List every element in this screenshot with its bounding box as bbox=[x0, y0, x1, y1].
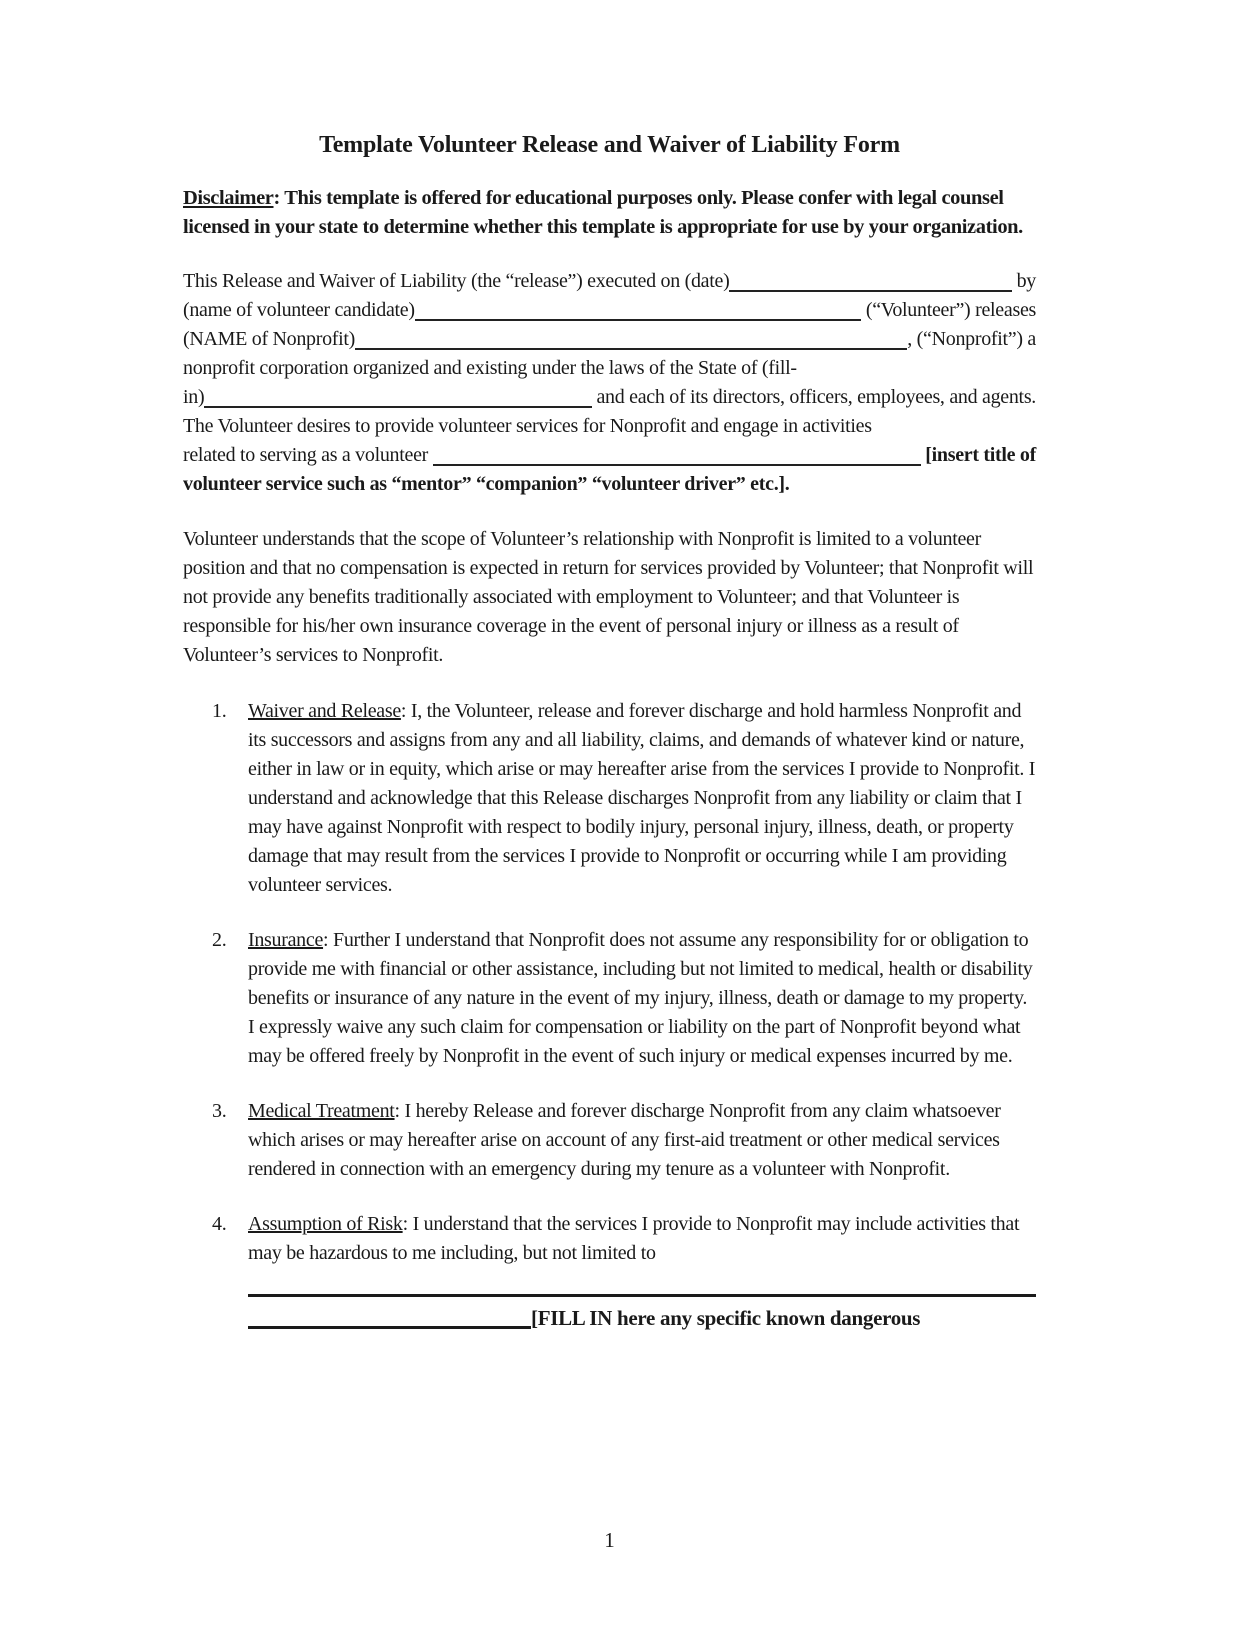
text-line bbox=[183, 441, 1036, 470]
intro-paragraph bbox=[183, 267, 1036, 499]
fill-in-row bbox=[248, 1304, 1036, 1333]
text-run: Disclaimer bbox=[183, 187, 274, 209]
text-run: , (“Nonprofit”) a bbox=[907, 328, 1036, 350]
page-number: 1 bbox=[604, 1528, 615, 1552]
page-title: Template Volunteer Release and Waiver of Liability Form bbox=[319, 132, 900, 158]
text-run: (name of volunteer candidate) bbox=[183, 299, 415, 321]
text-run: in) bbox=[183, 386, 205, 408]
text-run: : I hereby Release and forever discharge Nonprofit from any claim whatsoever which arises or may hereafter arise on account of any first-aid treatment or other medical services rendered in connection with an emergency during my tenure as a volunteer with Nonprofit. bbox=[248, 1100, 1001, 1180]
text-run: This Release and Waiver of Liability (the “release”) executed on (date) bbox=[183, 270, 730, 292]
list-item-text bbox=[248, 1210, 1036, 1268]
text-run: : I understand that the services I provide to Nonprofit may include activities that may be hazardous to me including, but not limited to bbox=[248, 1213, 1020, 1264]
list-item-number: 2. bbox=[212, 929, 227, 951]
list-item-number: 3. bbox=[212, 1100, 227, 1122]
text-run: and each of its directors, officers, employees, and agents. bbox=[591, 386, 1036, 408]
text-run: by bbox=[1011, 270, 1036, 292]
text-line bbox=[183, 296, 1036, 325]
text-run: (“Volunteer”) releases bbox=[861, 299, 1036, 321]
text-run: : I, the Volunteer, release and forever discharge and hold harmless Nonprofit and its successors and assigns from any and all liability, claims, and demands of whatever kind or nature, either in law or in equity, which arise or may hereafter arise from the services I provide to Nonprofit. I understand and acknowledge that this Release discharges Nonprofit from any liability or claim that I may have against Nonprofit with respect to bodily injury, personal injury, illness, death, or property damage that may result from the services I provide to Nonprofit or occurring while I am providing volunteer services. bbox=[248, 700, 1036, 896]
text-line bbox=[183, 412, 1036, 441]
text-run: : This template is offered for educational purposes only. Please confer with legal counsel licensed in your state to determine whether this template is appropriate for use by your organization. bbox=[183, 187, 1023, 238]
list-item-text bbox=[248, 697, 1036, 900]
fill-in-blank bbox=[433, 441, 921, 466]
list-item bbox=[183, 697, 1036, 900]
text-line bbox=[183, 325, 1036, 354]
list-item-heading: Assumption of Risk bbox=[248, 1213, 403, 1235]
list-item-number: 1. bbox=[212, 700, 227, 722]
fill-in-blank bbox=[415, 296, 861, 321]
fill-in-blank bbox=[204, 383, 591, 408]
text-run: (NAME of Nonprofit) bbox=[183, 328, 356, 350]
fill-in-blank bbox=[729, 267, 1011, 292]
list-item-heading: Medical Treatment bbox=[248, 1100, 395, 1122]
numbered-list bbox=[183, 697, 1036, 1268]
text-run: The Volunteer desires to provide volunteer services for Nonprofit and engage in activities bbox=[183, 415, 872, 437]
list-item-text bbox=[248, 1097, 1036, 1184]
scope-paragraph: Volunteer understands that the scope of Volunteer’s relationship with Nonprofit is limited to a volunteer position and that no compensation is expected in return for services provided by Volunteer; that Nonprofit will not provide any benefits traditionally associated with employment to Volunteer; and that Volunteer is responsible for his/her own insurance coverage in the event of personal injury or illness as a result of Volunteer’s services to Nonprofit. bbox=[183, 528, 1034, 666]
list-item bbox=[183, 1210, 1036, 1268]
text-run: related to serving as a volunteer bbox=[183, 444, 433, 466]
fill-in-blank bbox=[355, 325, 907, 350]
list-item-heading: Insurance bbox=[248, 929, 324, 951]
list-item-text bbox=[248, 926, 1036, 1071]
list-item bbox=[183, 926, 1036, 1071]
list-item bbox=[183, 1097, 1036, 1184]
text-line bbox=[183, 383, 1036, 412]
text-line bbox=[183, 267, 1036, 296]
fill-in-blank bbox=[248, 1304, 531, 1329]
text-run: nonprofit corporation organized and existing under the laws of the State of (fill- bbox=[183, 357, 797, 379]
page-content bbox=[183, 130, 1036, 1333]
text-run: volunteer service such as “mentor” “companion” “volunteer driver” etc.]. bbox=[183, 473, 790, 495]
text-run: : Further I understand that Nonprofit does not assume any responsibility for or obligation to provide me with financial or other assistance, including but not limited to medical, health or disability benefits or insurance of any nature in the event of my injury, illness, death or damage to my property. I expressly waive any such claim for compensation or liability on the part of Nonprofit beyond what may be offered freely by Nonprofit in the event of such injury or medical expenses incurred by me. bbox=[248, 929, 1033, 1067]
text-line bbox=[183, 470, 1036, 499]
fill-in-instruction: [FILL IN here any specific known dangerous bbox=[531, 1306, 921, 1330]
list-item-number: 4. bbox=[212, 1213, 227, 1235]
fill-in-blank-line bbox=[248, 1294, 1036, 1297]
text-line bbox=[183, 354, 1036, 383]
disclaimer-paragraph bbox=[183, 184, 1036, 242]
list-item-heading: Waiver and Release bbox=[248, 700, 401, 722]
text-run: [insert title of bbox=[920, 444, 1036, 466]
